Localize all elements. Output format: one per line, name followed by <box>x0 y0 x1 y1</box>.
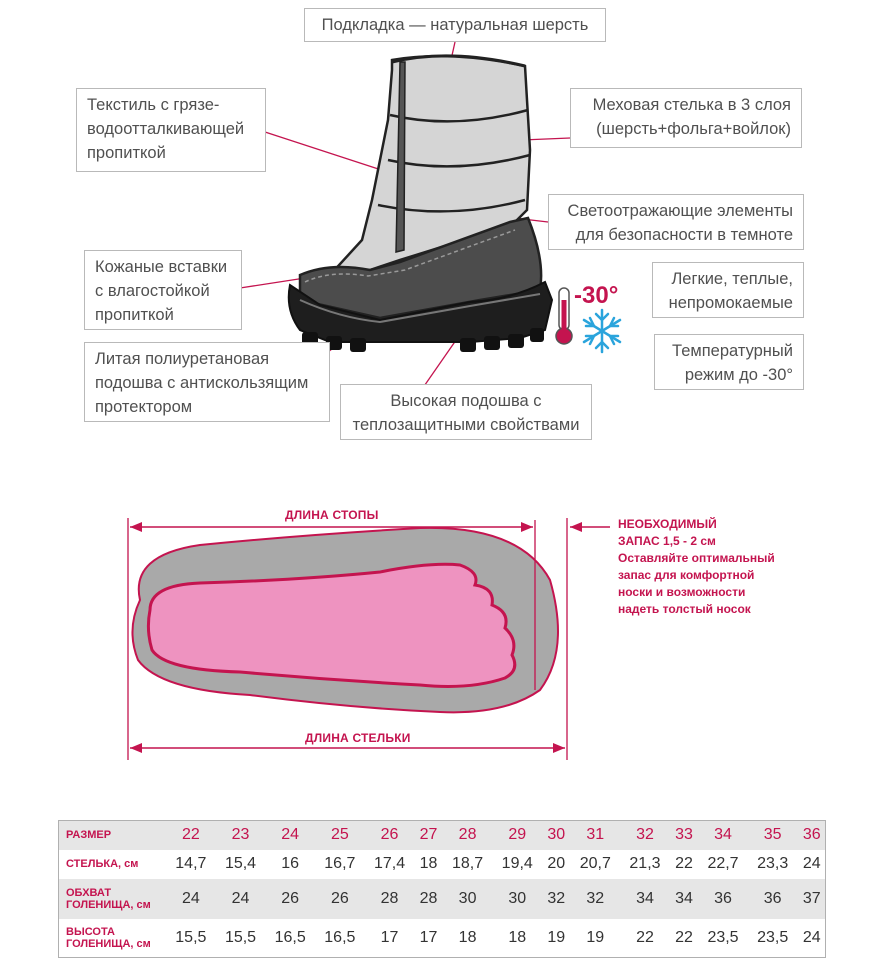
table-cell: 24 <box>166 879 216 918</box>
table-cell: 20,7 <box>570 850 620 880</box>
table-cell: 36 <box>798 820 826 850</box>
table-cell: 15,5 <box>166 919 216 958</box>
table-cell: 24 <box>798 919 826 958</box>
table-cell: 17 <box>414 919 442 958</box>
table-row <box>58 850 826 880</box>
table-cell: 26 <box>265 879 315 918</box>
callout-leather: Кожаные вставки с влагостойкой пропиткой <box>84 250 242 330</box>
table-cell: 26 <box>315 879 365 918</box>
table-cell: 22 <box>670 919 698 958</box>
callout-high-sole: Высокая подошва с теплозащитными свойствами <box>340 384 592 440</box>
table-cell: 16 <box>265 850 315 880</box>
table-cell: 25 <box>315 820 365 850</box>
table-cell: 18 <box>492 919 542 958</box>
table-cell: 24 <box>265 820 315 850</box>
callout-sole: Литая полиуретановая подошва с антискользящим протектором <box>84 342 330 422</box>
table-cell: 28 <box>414 879 442 918</box>
callout-insole-fur: Меховая стелька в 3 слоя (шерсть+фольга+войлок) <box>570 88 802 148</box>
row-label <box>58 850 166 880</box>
insole-diagram <box>128 518 610 760</box>
callout-reflective: Светоотражающие элементы для безопасности в темноте <box>548 194 804 250</box>
table-cell: 36 <box>698 879 748 918</box>
row-label-line: СТЕЛЬКА, см <box>66 858 139 871</box>
table-cell: 18 <box>443 919 493 958</box>
table-row <box>58 879 826 918</box>
table-cell: 22 <box>166 820 216 850</box>
table-cell: 14,7 <box>166 850 216 880</box>
table-cell: 19,4 <box>492 850 542 880</box>
table-cell: 34 <box>670 879 698 918</box>
table-cell: 20 <box>542 850 570 880</box>
table-cell: 22 <box>620 919 670 958</box>
table-cell: 30 <box>542 820 570 850</box>
table-cell: 23 <box>216 820 266 850</box>
row-label-line: РАЗМЕР <box>66 828 112 841</box>
table-cell: 19 <box>542 919 570 958</box>
table-cell: 24 <box>798 850 826 880</box>
table-cell: 15,4 <box>216 850 266 880</box>
table-cell: 32 <box>620 820 670 850</box>
boot <box>289 56 552 352</box>
table-cell: 19 <box>570 919 620 958</box>
snowflake-icon <box>584 310 620 352</box>
size-table <box>58 820 826 958</box>
table-cell: 29 <box>492 820 542 850</box>
table-cell: 15,5 <box>216 919 266 958</box>
table-cell: 35 <box>748 820 798 850</box>
table-cell: 32 <box>570 879 620 918</box>
reserve-note: НЕОБХОДИМЫЙ ЗАПАС 1,5 - 2 см Оставляйте оптимальный запас для комфортной носки и возможности надеть толстый носок <box>618 517 775 616</box>
table-cell: 36 <box>748 879 798 918</box>
table-cell: 30 <box>492 879 542 918</box>
table-cell: 16,5 <box>315 919 365 958</box>
table-row <box>58 919 826 958</box>
table-cell: 17 <box>365 919 415 958</box>
table-cell: 16,5 <box>265 919 315 958</box>
callout-temperature: Температурный режим до -30° <box>654 334 804 390</box>
table-cell: 22,7 <box>698 850 748 880</box>
temperature-badge: -30° <box>574 282 619 309</box>
table-cell: 24 <box>216 879 266 918</box>
callout-textile: Текстиль с грязе- водоотталкивающей пропиткой <box>76 88 266 172</box>
table-cell: 23,5 <box>748 919 798 958</box>
row-label-line: ГОЛЕНИЩА, см <box>66 938 151 951</box>
callout-light: Легкие, теплые, непромокаемые <box>652 262 804 318</box>
row-label <box>58 919 166 958</box>
table-cell: 17,4 <box>365 850 415 880</box>
table-cell: 27 <box>414 820 442 850</box>
table-cell: 26 <box>365 820 415 850</box>
table-cell: 30 <box>443 879 493 918</box>
table-cell: 28 <box>443 820 493 850</box>
row-label-line: ГОЛЕНИЩА, см <box>66 898 151 911</box>
row-label <box>58 820 166 850</box>
table-cell: 18,7 <box>443 850 493 880</box>
table-cell: 31 <box>570 820 620 850</box>
thermometer-icon <box>556 288 572 344</box>
foot-length-label: ДЛИНА СТОПЫ <box>285 508 379 522</box>
table-cell: 18 <box>414 850 442 880</box>
insole-length-label: ДЛИНА СТЕЛЬКИ <box>305 731 411 745</box>
row-label <box>58 879 166 918</box>
table-cell: 34 <box>698 820 748 850</box>
table-cell: 37 <box>798 879 826 918</box>
table-cell: 28 <box>365 879 415 918</box>
table-cell: 22 <box>670 850 698 880</box>
table-cell: 23,5 <box>698 919 748 958</box>
table-cell: 33 <box>670 820 698 850</box>
callout-lining: Подкладка — натуральная шерсть <box>304 8 606 42</box>
table-cell: 21,3 <box>620 850 670 880</box>
row-label-line: ВЫСОТА <box>66 926 115 939</box>
table-row <box>58 820 826 850</box>
table-cell: 34 <box>620 879 670 918</box>
table-cell: 23,3 <box>748 850 798 880</box>
row-label-line: ОБХВАТ <box>66 886 112 899</box>
table-cell: 32 <box>542 879 570 918</box>
table-cell: 16,7 <box>315 850 365 880</box>
